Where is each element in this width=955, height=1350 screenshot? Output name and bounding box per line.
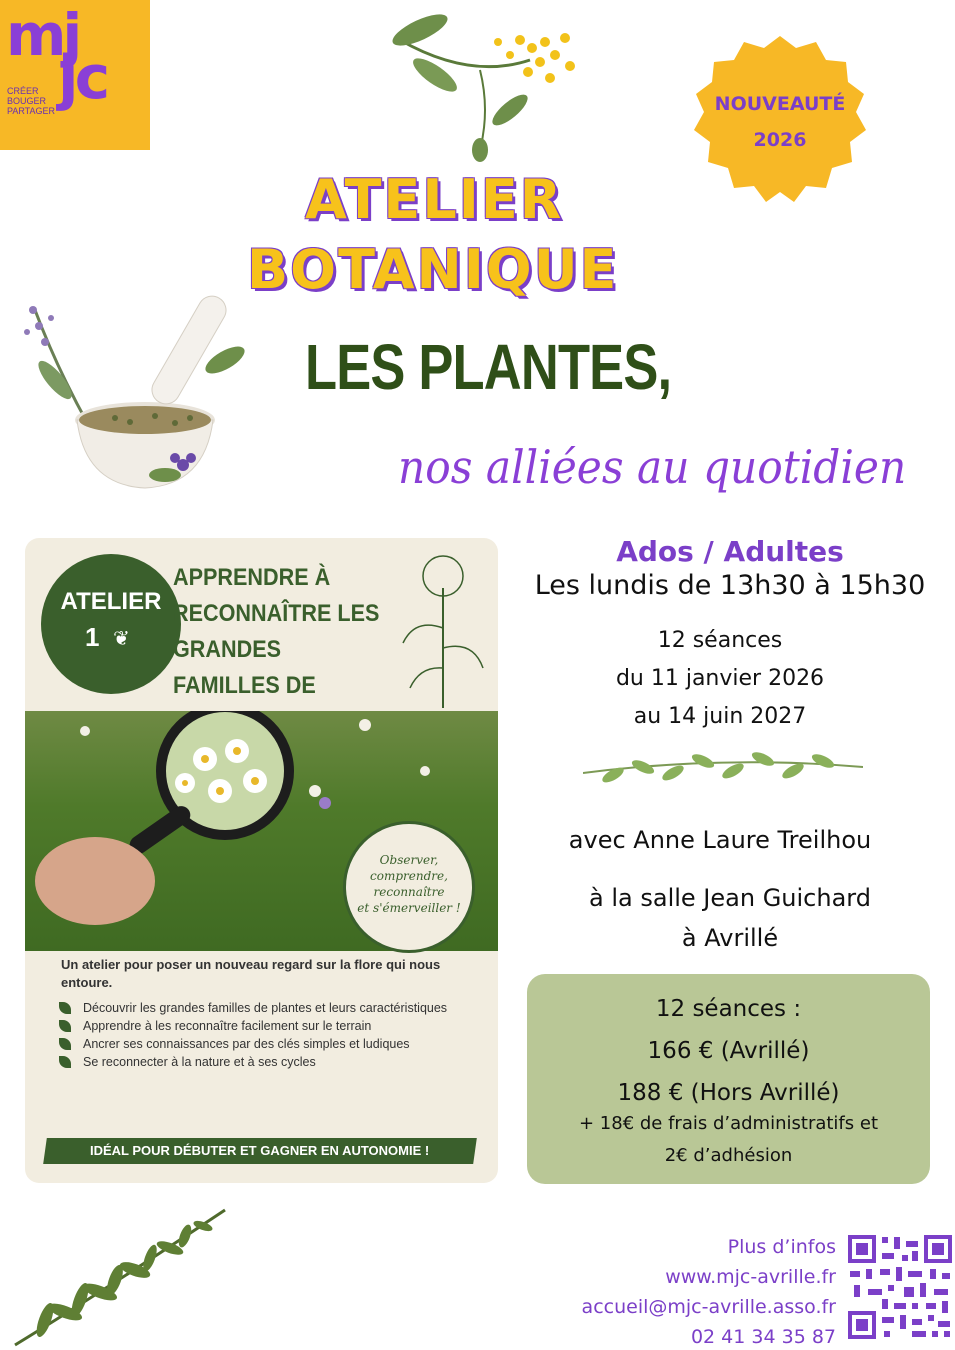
price-outside: 188 € (Hors Avrillé) <box>617 1080 840 1106</box>
workshop-number-badge <box>41 554 181 694</box>
end-date: au 14 juin 2027 <box>633 704 807 729</box>
list-item <box>59 1036 459 1053</box>
list-item <box>59 1000 459 1017</box>
workshop-poster <box>25 538 498 1183</box>
audience: Ados / Adultes <box>616 535 844 568</box>
leaf-icon: ❦ <box>113 626 130 650</box>
location <box>520 878 940 958</box>
title-atelier: ATELIER <box>305 168 564 231</box>
plant-sketch-illustration <box>395 548 490 708</box>
list-item <box>59 1054 459 1071</box>
logo-letters-top: mj <box>6 1 79 69</box>
badge-line: 2026 <box>753 129 807 151</box>
poster-heading: APPRENDRE À RECONNAÎTRE LES GRANDES FAMILLES DE <box>173 564 380 699</box>
price-local: 166 € (Avrillé) <box>647 1038 810 1064</box>
tagline-line: PARTAGER <box>7 106 56 116</box>
title-les-plantes: LES PLANTES, <box>305 331 672 403</box>
badge-line: NOUVEAUTÉ <box>714 93 846 115</box>
slogan-circle <box>343 821 475 953</box>
town: à Avrillé <box>681 924 779 952</box>
session-count: 12 séances <box>657 628 783 653</box>
leaf-bullet-icon <box>59 1056 71 1068</box>
banner-text: IDÉAL POUR DÉBUTER ET GAGNER EN AUTONOMIE ! <box>90 1143 430 1158</box>
start-date: du 11 janvier 2026 <box>615 666 825 691</box>
leaf-bullet-icon <box>59 1002 71 1014</box>
slogan-line: comprendre, <box>370 869 448 883</box>
atelier-number: 1 <box>85 622 100 652</box>
contact-block <box>520 1232 836 1350</box>
pricing-fees <box>527 1108 930 1172</box>
pricing-box <box>527 974 930 1184</box>
phone-number: 02 41 34 35 87 <box>690 1326 836 1348</box>
instructor: avec Anne Laure Treilhou <box>568 826 872 854</box>
slogan-line: et s'émerveiller ! <box>357 901 461 915</box>
slogan-line: Observer, <box>379 853 439 867</box>
pricing-sessions: 12 séances : <box>655 996 802 1022</box>
leaf-bullet-icon <box>59 1038 71 1050</box>
new-badge <box>690 34 870 206</box>
tagline-line: CRÉER <box>7 86 39 96</box>
atelier-word: ATELIER <box>60 588 162 615</box>
website-link[interactable]: www.mjc-avrille.fr <box>665 1266 836 1288</box>
pricing-main <box>527 988 930 1114</box>
bullet-text: Ancrer ses connaissances par des clés simples et ludiques <box>83 1037 410 1051</box>
logo-tagline <box>7 86 55 116</box>
fees-line: 2€ d’adhésion <box>664 1145 793 1166</box>
mjc-logo <box>0 0 150 150</box>
poster-bullet-list <box>59 1000 459 1072</box>
badge-text <box>690 86 870 158</box>
email-link[interactable]: accueil@mjc-avrille.asso.fr <box>581 1296 836 1318</box>
logo-letters-bottom: jc <box>58 43 107 113</box>
poster-banner <box>43 1138 477 1164</box>
venue: à la salle Jean Guichard <box>589 884 871 912</box>
slogan-line: reconnaître <box>373 885 445 899</box>
poster-intro: Un atelier pour poser un nouveau regard sur la flore qui nous entoure. <box>61 957 441 990</box>
qr-code-icon[interactable] <box>846 1233 954 1341</box>
yellow-flowers-illustration <box>380 0 590 170</box>
fees-line: + 18€ de frais d’administratifs et <box>578 1113 878 1134</box>
bullet-text: Découvrir les grandes familles de plantes et leurs caractéristiques <box>83 1001 448 1015</box>
bullet-text: Apprendre à les reconnaître facilement sur le terrain <box>83 1019 372 1033</box>
contact-label: Plus d’infos <box>727 1236 836 1258</box>
mortar-pestle-illustration <box>5 270 260 500</box>
schedule: Les lundis de 13h30 à 15h30 <box>534 570 926 601</box>
list-item <box>59 1018 459 1035</box>
leaf-bullet-icon <box>59 1020 71 1032</box>
subtitle-script: nos alliées au quotidien <box>398 440 907 494</box>
tagline-line: BOUGER <box>7 96 47 106</box>
bullet-text: Se reconnecter à la nature et à ses cycles <box>83 1055 316 1069</box>
fern-illustration <box>5 1200 230 1350</box>
title-botanique: BOTANIQUE <box>247 238 619 301</box>
session-dates <box>560 622 880 736</box>
vine-divider-illustration <box>583 745 863 795</box>
